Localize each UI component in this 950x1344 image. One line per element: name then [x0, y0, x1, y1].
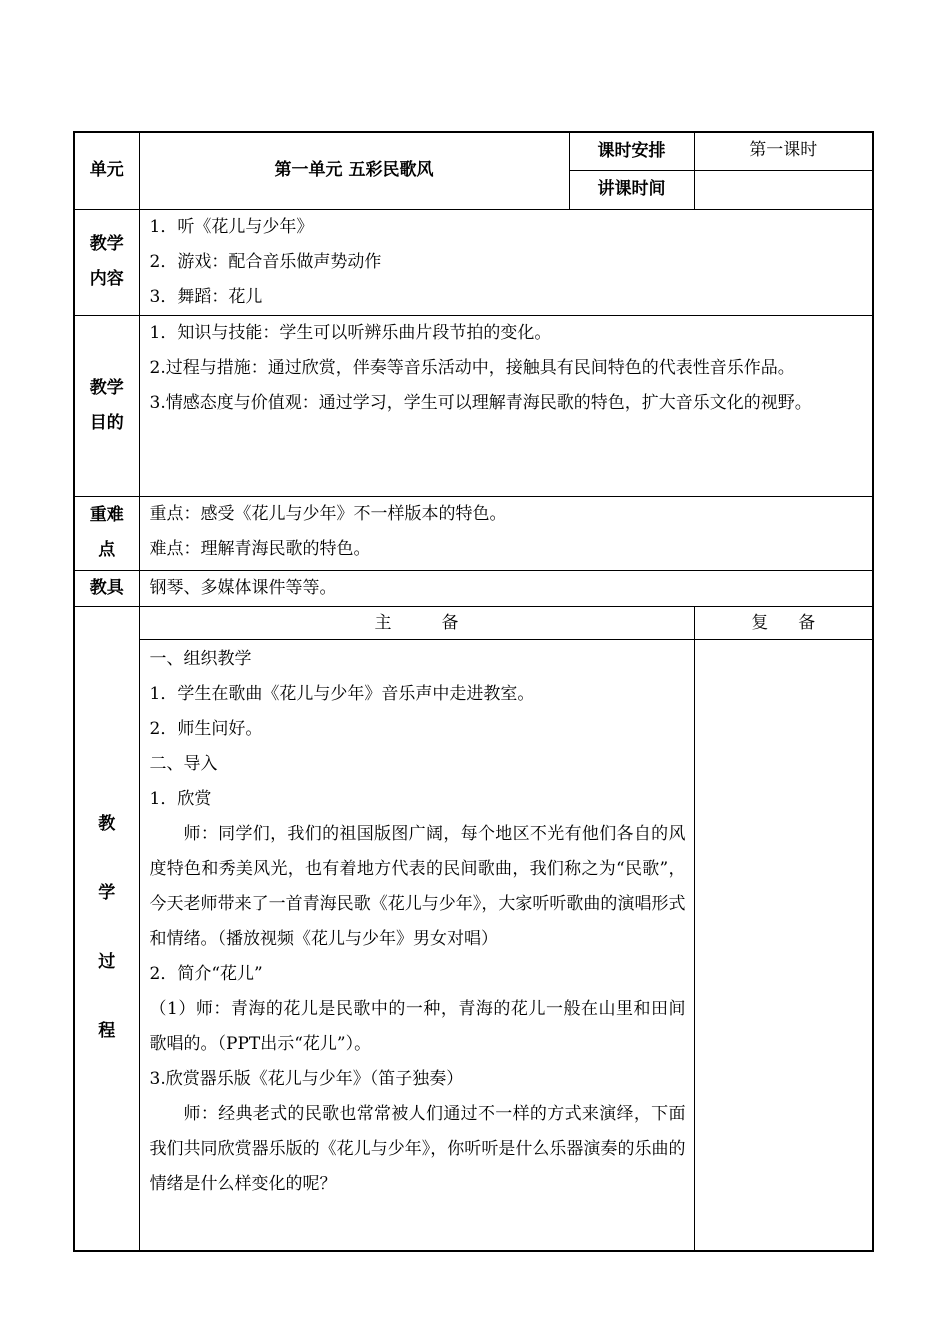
lecture-time-value [694, 170, 873, 209]
tools-label: 教具 [74, 570, 139, 606]
lecture-time-label: 讲课时间 [569, 170, 694, 209]
content-label: 教学 内容 [74, 209, 139, 315]
goals-body [139, 315, 873, 496]
process-line: 师：经典老式的民歌也常常被人们通过不一样的方式来演绎，下面我们共同欣赏器乐版的《花儿与少年》，你听听是什么乐器演奏的乐曲的情绪是什么样变化的呢？ [149, 1103, 686, 1194]
main-prep-header: 主 备 [139, 606, 694, 639]
process-label: 教 学 过 程 [74, 606, 139, 1251]
process-line: （1）师：青海的花儿是民歌中的一种，青海的花儿一般在山里和田间歌唱的。（PPT出示“花儿”）。 [149, 998, 686, 1054]
focus-label: 重难 点 [74, 496, 139, 570]
content-item: 1．听《花儿与少年》 [149, 216, 314, 237]
focus-item: 难点：理解青海民歌的特色。 [149, 538, 371, 559]
goal-item: 1．知识与技能：学生可以听辨乐曲片段节拍的变化。 [149, 322, 552, 343]
goals-label: 教学 目的 [74, 315, 139, 496]
process-line: 2．简介“花儿” [149, 963, 263, 984]
process-line: 二、导入 [149, 753, 218, 774]
process-line: 1．欣赏 [149, 788, 212, 809]
focus-body [139, 496, 873, 570]
process-line: 2．师生问好。 [149, 718, 263, 739]
goal-item: 2.过程与措施：通过欣赏，伴奏等音乐活动中，接触具有民间特色的代表性音乐作品。 [149, 357, 795, 378]
review-prep-body [694, 639, 873, 1251]
lesson-plan-table [73, 131, 874, 1252]
tools-body: 钢琴、多媒体课件等等。 [139, 570, 873, 606]
content-item: 2．游戏：配合音乐做声势动作 [149, 251, 382, 272]
focus-item: 重点：感受《花儿与少年》不一样版本的特色。 [149, 503, 507, 524]
content-body [139, 209, 873, 315]
main-prep-body [139, 639, 694, 1251]
process-line: 3.欣赏器乐版《花儿与少年》（笛子独奏） [149, 1068, 464, 1089]
process-line: 师：同学们，我们的祖国版图广阔，每个地区不光有他们各自的风度特色和秀美风光，也有着地方代表的民间歌曲，我们称之为“民歌”， 今天老师带来了一首青海民歌《花儿与少年》，大家听听歌曲的演唱形式和情绪。（播放视频《花儿与少年》男女对唱） [149, 823, 686, 949]
unit-label: 单元 [74, 132, 139, 209]
review-prep-header: 复 备 [694, 606, 873, 639]
content-item: 3．舞蹈：花儿 [149, 286, 263, 307]
schedule-value: 第一课时 [694, 132, 873, 170]
schedule-label: 课时安排 [569, 132, 694, 170]
process-line: 一、组织教学 [149, 648, 252, 669]
unit-title: 第一单元 五彩民歌风 [139, 132, 569, 209]
process-line: 1．学生在歌曲《花儿与少年》音乐声中走进教室。 [149, 683, 535, 704]
goal-item: 3.情感态度与价值观：通过学习，学生可以理解青海民歌的特色，扩大音乐文化的视野。 [149, 392, 812, 413]
